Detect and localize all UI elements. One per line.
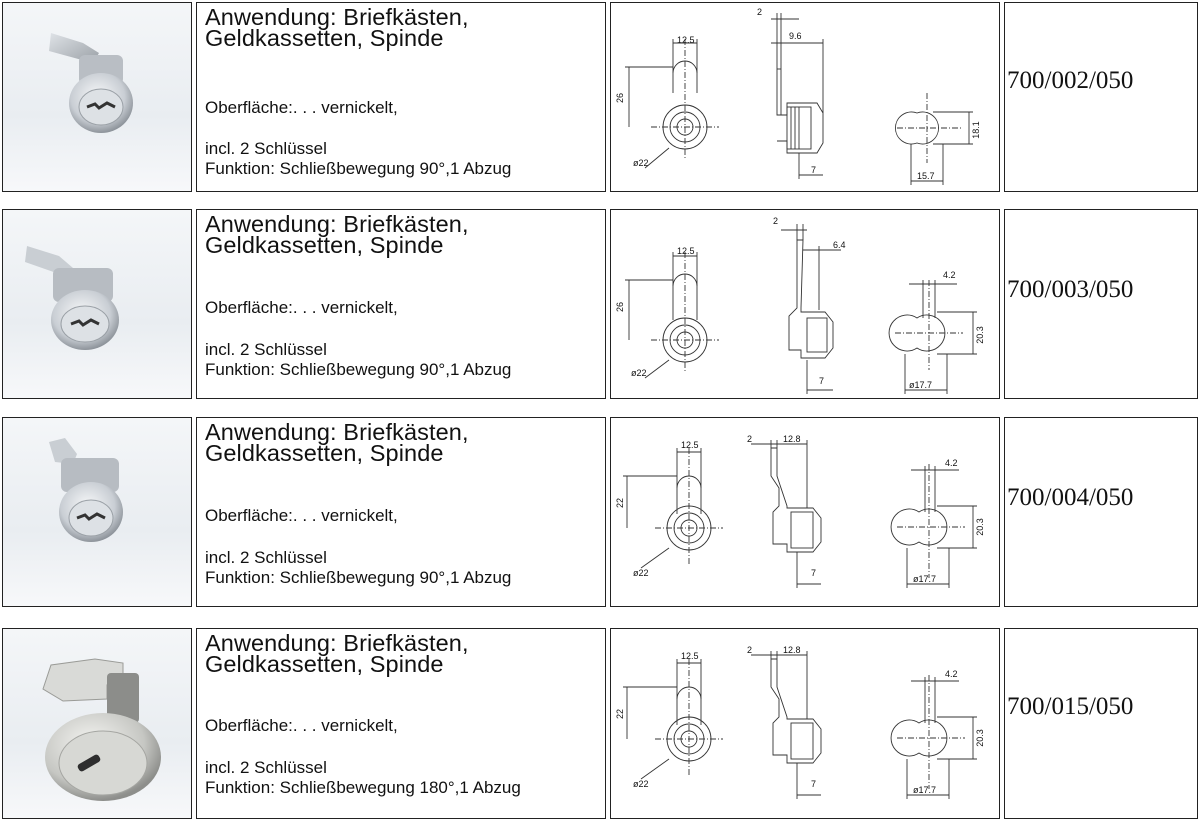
application-line-1: Anwendung: Briefkästen, bbox=[205, 211, 469, 237]
drawing-svg bbox=[611, 3, 999, 191]
technical-drawing bbox=[610, 209, 1000, 399]
cam-lock-image bbox=[3, 210, 191, 398]
article-code: 700/002/050 bbox=[1007, 67, 1134, 94]
dim-diameter: ø22 bbox=[633, 158, 649, 168]
product-row-2 bbox=[0, 209, 1200, 399]
surface-text: Oberfläche:. . . vernickelt, bbox=[205, 98, 398, 117]
application-line-2: Geldkassetten, Spinde bbox=[205, 440, 444, 466]
article-code: 700/004/050 bbox=[1007, 484, 1134, 511]
article-code-cell bbox=[1004, 209, 1198, 399]
application-line-1: Anwendung: Briefkästen, bbox=[205, 630, 469, 656]
dim-depth: 7 bbox=[811, 568, 817, 578]
dim-base: ø17.7 bbox=[909, 380, 933, 390]
dim-depth: 7 bbox=[811, 779, 817, 789]
function-text: Funktion: Schließbewegung 90°,1 Abzug bbox=[205, 159, 512, 178]
keys-text: incl. 2 Schlüssel bbox=[205, 758, 327, 777]
dim-height: 22 bbox=[615, 497, 626, 509]
dim-base: ø17.7 bbox=[913, 785, 937, 795]
dim-offset: 6.4 bbox=[833, 240, 846, 250]
article-code: 700/003/050 bbox=[1007, 276, 1134, 303]
dim-tab: 2 bbox=[747, 645, 753, 655]
dim-base: ø17.7 bbox=[913, 574, 937, 584]
dim-base: 15.7 bbox=[917, 171, 935, 181]
function-text: Funktion: Schließbewegung 90°,1 Abzug bbox=[205, 360, 512, 379]
dim-tab: 2 bbox=[757, 7, 763, 17]
function-text: Funktion: Schließbewegung 180°,1 Abzug bbox=[205, 778, 521, 797]
cam-lock-image bbox=[3, 418, 191, 606]
surface-text: Oberfläche:. . . vernickelt, bbox=[205, 298, 398, 317]
keys-text: incl. 2 Schlüssel bbox=[205, 340, 327, 359]
technical-drawing bbox=[610, 417, 1000, 607]
dim-width: 12.5 bbox=[681, 651, 699, 661]
drawing-svg bbox=[611, 210, 999, 398]
dim-height: 22 bbox=[615, 708, 626, 720]
application-line-1: Anwendung: Briefkästen, bbox=[205, 4, 469, 30]
product-description bbox=[196, 2, 606, 192]
article-code-cell bbox=[1004, 417, 1198, 607]
dim-diameter: ø22 bbox=[633, 779, 649, 789]
product-photo bbox=[2, 628, 192, 819]
dim-offset: 12.8 bbox=[783, 434, 801, 444]
dim-flat: 20.3 bbox=[974, 326, 985, 344]
product-photo bbox=[2, 209, 192, 399]
article-code-cell bbox=[1004, 2, 1198, 192]
dim-notch: 4.2 bbox=[943, 270, 956, 280]
dim-depth: 7 bbox=[811, 165, 817, 175]
dim-height: 26 bbox=[615, 92, 626, 104]
product-photo bbox=[2, 2, 192, 192]
dim-diameter: ø22 bbox=[631, 368, 647, 378]
function-text: Funktion: Schließbewegung 90°,1 Abzug bbox=[205, 568, 512, 587]
application-line-2: Geldkassetten, Spinde bbox=[205, 232, 444, 258]
article-code: 700/015/050 bbox=[1007, 693, 1134, 720]
dim-flat: 20.3 bbox=[974, 518, 985, 536]
dim-depth: 7 bbox=[819, 376, 825, 386]
application-line-2: Geldkassetten, Spinde bbox=[205, 651, 444, 677]
drawing-svg bbox=[611, 418, 999, 606]
application-line-2: Geldkassetten, Spinde bbox=[205, 25, 444, 51]
dim-notch: 4.2 bbox=[945, 458, 958, 468]
surface-text: Oberfläche:. . . vernickelt, bbox=[205, 716, 398, 735]
dim-flat: 18.1 bbox=[970, 121, 981, 139]
product-description bbox=[196, 417, 606, 607]
product-row-3 bbox=[0, 417, 1200, 607]
dim-offset: 12.8 bbox=[783, 645, 801, 655]
keys-text: incl. 2 Schlüssel bbox=[205, 548, 327, 567]
product-description bbox=[196, 628, 606, 819]
cam-lock-image bbox=[3, 3, 191, 191]
keys-text: incl. 2 Schlüssel bbox=[205, 139, 327, 158]
application-line-1: Anwendung: Briefkästen, bbox=[205, 419, 469, 445]
article-code-cell bbox=[1004, 628, 1198, 819]
product-photo bbox=[2, 417, 192, 607]
dim-tab: 2 bbox=[747, 434, 753, 444]
product-row-4 bbox=[0, 628, 1200, 819]
product-description bbox=[196, 209, 606, 399]
dim-notch: 4.2 bbox=[945, 669, 958, 679]
technical-drawing bbox=[610, 2, 1000, 192]
dim-height: 26 bbox=[615, 301, 626, 313]
dim-width: 12.5 bbox=[681, 440, 699, 450]
drawing-svg bbox=[611, 629, 999, 818]
surface-text: Oberfläche:. . . vernickelt, bbox=[205, 506, 398, 525]
dim-offset: 9.6 bbox=[789, 31, 802, 41]
cam-lock-image bbox=[3, 629, 191, 818]
product-row-1 bbox=[0, 2, 1200, 192]
dim-flat: 20.3 bbox=[974, 729, 985, 747]
dim-diameter: ø22 bbox=[633, 568, 649, 578]
dim-tab: 2 bbox=[773, 216, 779, 226]
dim-width: 12.5 bbox=[677, 35, 695, 45]
technical-drawing bbox=[610, 628, 1000, 819]
dim-width: 12.5 bbox=[677, 246, 695, 256]
